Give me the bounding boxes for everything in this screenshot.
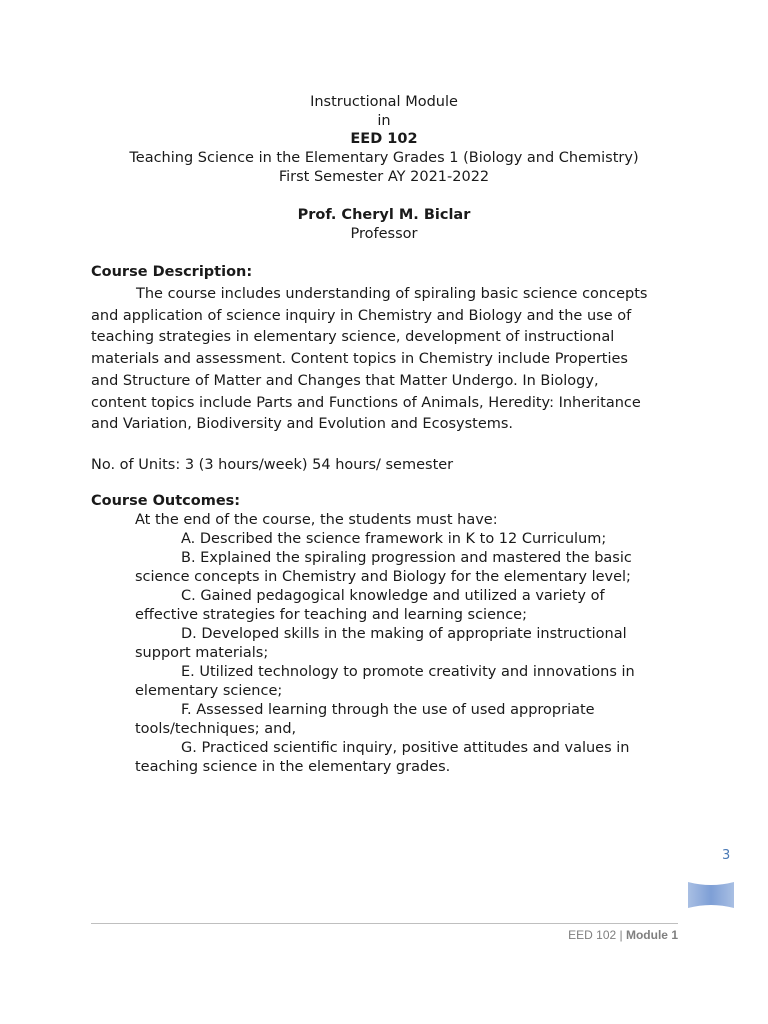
outcome-item: A. Described the science framework in K to 12 Curriculum; (181, 531, 607, 547)
outcome-item: B. Explained the spiraling progression and mastered the basic science concepts in Chemistry and Biology for the elementary level; (135, 550, 632, 585)
author-role: Professor (350, 226, 418, 242)
description-line: and Variation, Biodiversity and Evolution and Ecosystems. (91, 416, 514, 433)
description-line: and application of science inquiry in Chemistry and Biology and the use of (91, 307, 632, 324)
description-line: materials and assessment. Content topics in Chemistry include Properties (91, 351, 628, 368)
description-line: and Structure of Matter and Changes that Matter Undergo. In Biology, (91, 372, 599, 389)
outcome-item: D. Developed skills in the making of appropriate instructional support materials; (135, 626, 627, 661)
footer-course: EED 102 (568, 928, 617, 942)
description-line: content topics include Parts and Functions of Animals, Heredity: Inheritance (91, 394, 641, 411)
footer-divider (91, 923, 678, 924)
units: No. of Units: 3 (3 hours/week) 54 hours/ semester (91, 457, 454, 473)
semester: First Semester AY 2021-2022 (278, 169, 490, 185)
course-title: Teaching Science in the Elementary Grades 1 (Biology and Chemistry) (129, 150, 639, 166)
outcome-item: C. Gained pedagogical knowledge and utilized a variety of effective strategies for teaching and learning science; (135, 588, 605, 623)
outcome-item: E. Utilized technology to promote creativity and innovations in elementary science; (135, 664, 635, 699)
course-code: EED 102 (350, 131, 418, 147)
footer (568, 928, 678, 942)
outcomes-intro: At the end of the course, the students must have: (135, 512, 498, 528)
outcomes-heading: Course Outcomes: (91, 493, 241, 509)
title-line-1: Instructional Module (310, 94, 458, 110)
page-number: 3 (722, 848, 731, 863)
author-name: Prof. Cheryl M. Biclar (297, 207, 471, 223)
title-line-2: in (377, 113, 391, 129)
page-tab-icon (686, 880, 736, 910)
description-paragraph (91, 284, 681, 436)
footer-module: Module 1 (625, 928, 678, 942)
description-line: teaching strategies in elementary science, development of instructional (91, 329, 615, 346)
outcomes-list (135, 530, 670, 777)
footer-separator: | (619, 928, 623, 942)
description-line: The course includes understanding of spiraling basic science concepts (136, 286, 648, 302)
outcome-item: F. Assessed learning through the use of used appropriate tools/techniques; and, (135, 702, 595, 737)
description-heading: Course Description: (91, 264, 253, 280)
outcome-item: G. Practiced scientific inquiry, positive attitudes and values in teaching science in the elementary grades. (135, 740, 630, 775)
